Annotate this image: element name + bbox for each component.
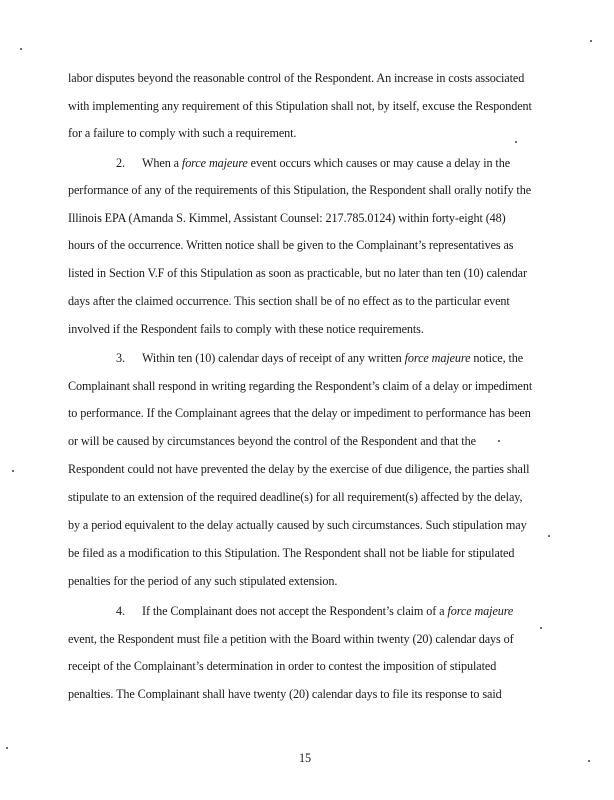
scan-speck (540, 627, 542, 629)
page-number: 15 (299, 751, 311, 765)
paragraph-2-line-1: When a force majeure event occurs which causes or may cause a delay in the (142, 156, 511, 170)
paragraph-3-line-2: Complainant shall respond in writing regarding the Respondent’s claim of a delay or impediment (68, 379, 533, 393)
paragraph-2-line-6: days after the claimed occurrence. This section shall be of no effect as to the particular event (68, 294, 510, 308)
force-majeure-term: force majeure (181, 156, 248, 170)
scan-speck (590, 40, 592, 42)
paragraph-2-line-4: hours of the occurrence. Written notice shall be given to the Complainant’s representatives as (68, 238, 514, 252)
scan-speck (6, 747, 8, 749)
scan-speck (498, 440, 500, 442)
paragraph-3-number: 3. (116, 351, 125, 365)
paragraph-3-line-1: Within ten (10) calendar days of receipt of any written force majeure notice, the (142, 351, 524, 365)
paragraph-1-line-3: for a failure to comply with such a requirement. (68, 126, 297, 140)
paragraph-3-line-3: to performance. If the Complainant agrees that the delay or impediment to performance has been (68, 406, 531, 420)
paragraph-4-line-3: receipt of the Complainant’s determination in order to contest the imposition of stipulated (68, 659, 497, 673)
paragraph-2-line-3: Illinois EPA (Amanda S. Kimmel, Assistant Counsel: 217.785.0124) within forty-eight (48) (68, 211, 506, 225)
paragraph-3-line-8: be filed as a modification to this Stipulation. The Respondent shall not be liable for stipulated (68, 546, 515, 560)
paragraph-1-line-2: with implementing any requirement of this Stipulation shall not, by itself, excuse the Respondent (68, 99, 532, 113)
paragraph-3-line-7: by a period equivalent to the delay actually caused by such circumstances. Such stipulation may (68, 518, 527, 532)
paragraph-3-line-4: or will be caused by circumstances beyond the control of the Respondent and that the (68, 434, 476, 448)
paragraph-3-line-5: Respondent could not have prevented the delay by the exercise of due diligence, the parties shall (68, 462, 530, 476)
scan-speck (588, 760, 590, 762)
paragraph-3-line-9: penalties for the period of any such stipulated extension. (68, 574, 338, 588)
paragraph-3-line-6: stipulate to an extension of the required deadline(s) for all requirement(s) affected by the delay, (68, 490, 523, 504)
paragraph-2-number: 2. (116, 156, 125, 170)
scan-speck (20, 48, 22, 50)
paragraph-2-line-5: listed in Section V.F of this Stipulation as soon as practicable, but no later than ten (10) calendar (68, 266, 527, 280)
scan-speck (548, 535, 550, 537)
paragraph-1-line-1: labor disputes beyond the reasonable control of the Respondent. An increase in costs associated (68, 71, 525, 85)
paragraph-4-line-4: penalties. The Complainant shall have twenty (20) calendar days to file its response to said (68, 687, 502, 701)
paragraph-2-line-7: involved if the Respondent fails to comply with these notice requirements. (68, 322, 424, 336)
paragraph-2-line-2: performance of any of the requirements of this Stipulation, the Respondent shall orally notify the (68, 183, 532, 197)
paragraph-4-number: 4. (116, 604, 125, 618)
force-majeure-term: force majeure (404, 351, 471, 365)
paragraph-4-line-2: event, the Respondent must file a petition with the Board within twenty (20) calendar days of (68, 632, 514, 646)
paragraph-4-line-1: If the Complainant does not accept the Respondent’s claim of a force majeure (142, 604, 514, 618)
scan-speck (515, 141, 517, 143)
force-majeure-term: force majeure (447, 604, 514, 618)
scan-speck (12, 470, 14, 472)
